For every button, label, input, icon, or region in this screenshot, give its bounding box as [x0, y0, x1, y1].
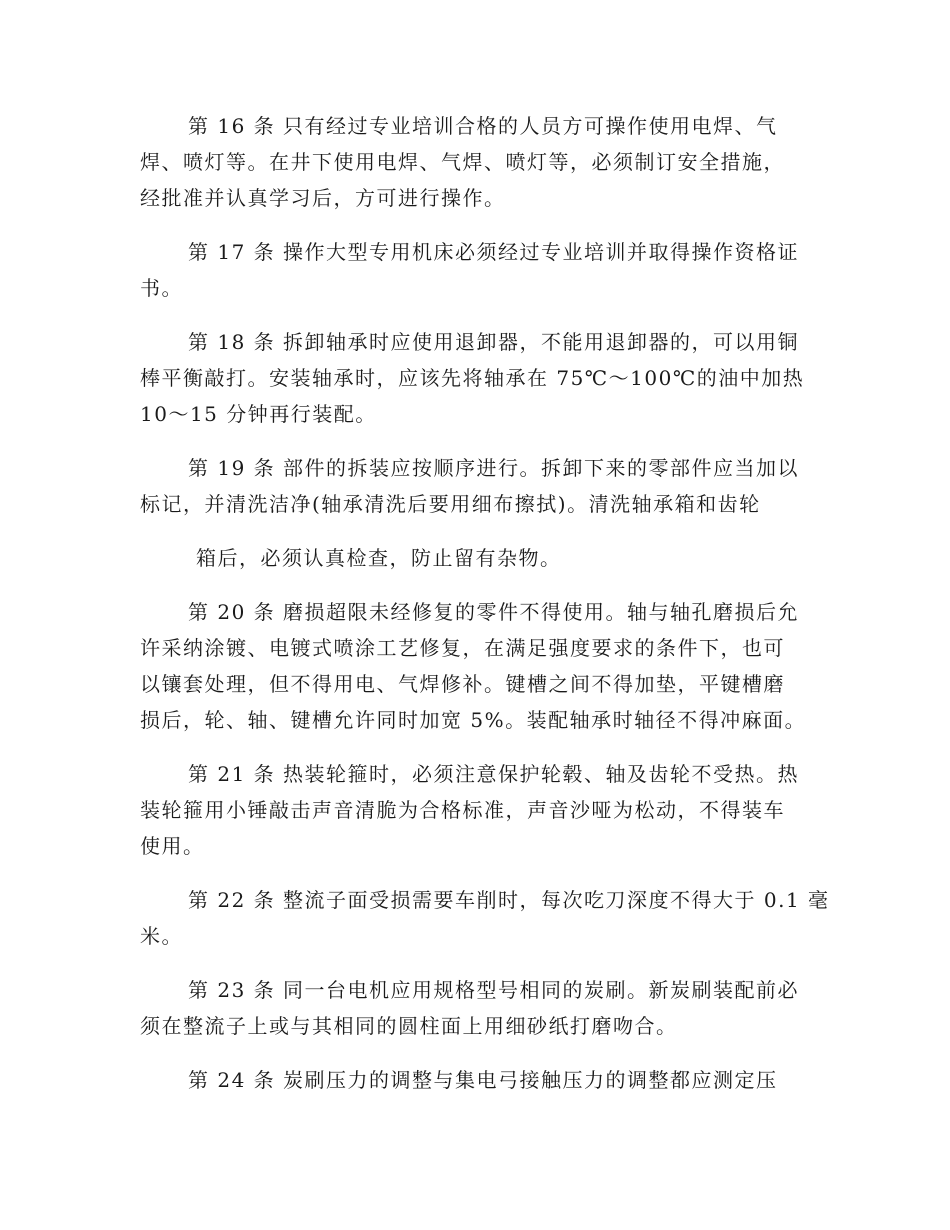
article-18-line-1: 第 18 条 拆卸轴承时应使用退卸器，不能用退卸器的，可以用铜	[188, 330, 800, 354]
article-20-line-2: 许采纳涂镀、电镀式喷涂工艺修复，在满足强度要求的条件下，也可	[140, 636, 785, 660]
article-16	[140, 108, 820, 216]
article-22-line-1: 第 22 条 整流子面受损需要车削时，每次吃刀深度不得大于 0.1 毫	[188, 888, 830, 912]
article-23-line-1: 第 23 条 同一台电机应用规格型号相同的炭刷。新炭刷装配前必	[188, 978, 800, 1002]
article-18-line-3: 10～15 分钟再行装配。	[140, 402, 377, 426]
article-17-line-1: 第 17 条 操作大型专用机床必须经过专业培训并取得操作资格证	[188, 240, 800, 264]
article-19-line-2: 标记，并清洗洁净(轴承清洗后要用细布擦拭)。清洗轴承箱和齿轮	[140, 492, 761, 516]
article-19-line-1: 第 19 条 部件的拆装应按顺序进行。拆卸下来的零部件应当加以	[188, 456, 800, 480]
article-19	[140, 450, 820, 522]
article-20-line-4: 损后，轮、轴、键槽允许同时加宽 5%。装配轴承时轴径不得冲麻面。	[140, 708, 807, 732]
article-18-line-2: 棒平衡敲打。安装轴承时，应该先将轴承在 75℃～100℃的油中加热	[140, 366, 805, 390]
article-21-line-3: 使用。	[140, 834, 205, 858]
article-24	[140, 1062, 820, 1098]
article-22	[140, 882, 830, 954]
article-16-line-2: 焊、喷灯等。在井下使用电焊、气焊、喷灯等，必须制订安全措施，	[140, 150, 785, 174]
article-18	[140, 324, 820, 432]
article-20	[140, 594, 820, 738]
article-17-line-2: 书。	[140, 276, 183, 300]
article-21-line-1: 第 21 条 热装轮箍时，必须注意保护轮毂、轴及齿轮不受热。热	[188, 762, 800, 786]
article-20-line-1: 第 20 条 磨损超限未经修复的零件不得使用。轴与轴孔磨损后允	[188, 600, 800, 624]
article-23-line-2: 须在整流子上或与其相同的圆柱面上用细砂纸打磨吻合。	[140, 1014, 678, 1038]
article-19-continuation	[196, 540, 876, 576]
article-22-line-2: 米。	[140, 924, 183, 948]
article-24-line-1: 第 24 条 炭刷压力的调整与集电弓接触压力的调整都应测定压	[188, 1068, 778, 1092]
article-17	[140, 234, 820, 306]
article-21	[140, 756, 820, 864]
article-23	[140, 972, 820, 1044]
article-20-line-3: 以镶套处理，但不得用电、气焊修补。键槽之间不得加垫，平键槽磨	[140, 672, 785, 696]
article-16-line-1: 第 16 条 只有经过专业培训合格的人员方可操作使用电焊、气	[188, 114, 778, 138]
article-16-line-3: 经批准并认真学习后，方可进行操作。	[140, 186, 506, 210]
article-21-line-2: 装轮箍用小锤敲击声音清脆为合格标准，声音沙哑为松动，不得装车	[140, 798, 785, 822]
article-19-line-3: 箱后，必须认真检查，防止留有杂物。	[196, 546, 562, 570]
